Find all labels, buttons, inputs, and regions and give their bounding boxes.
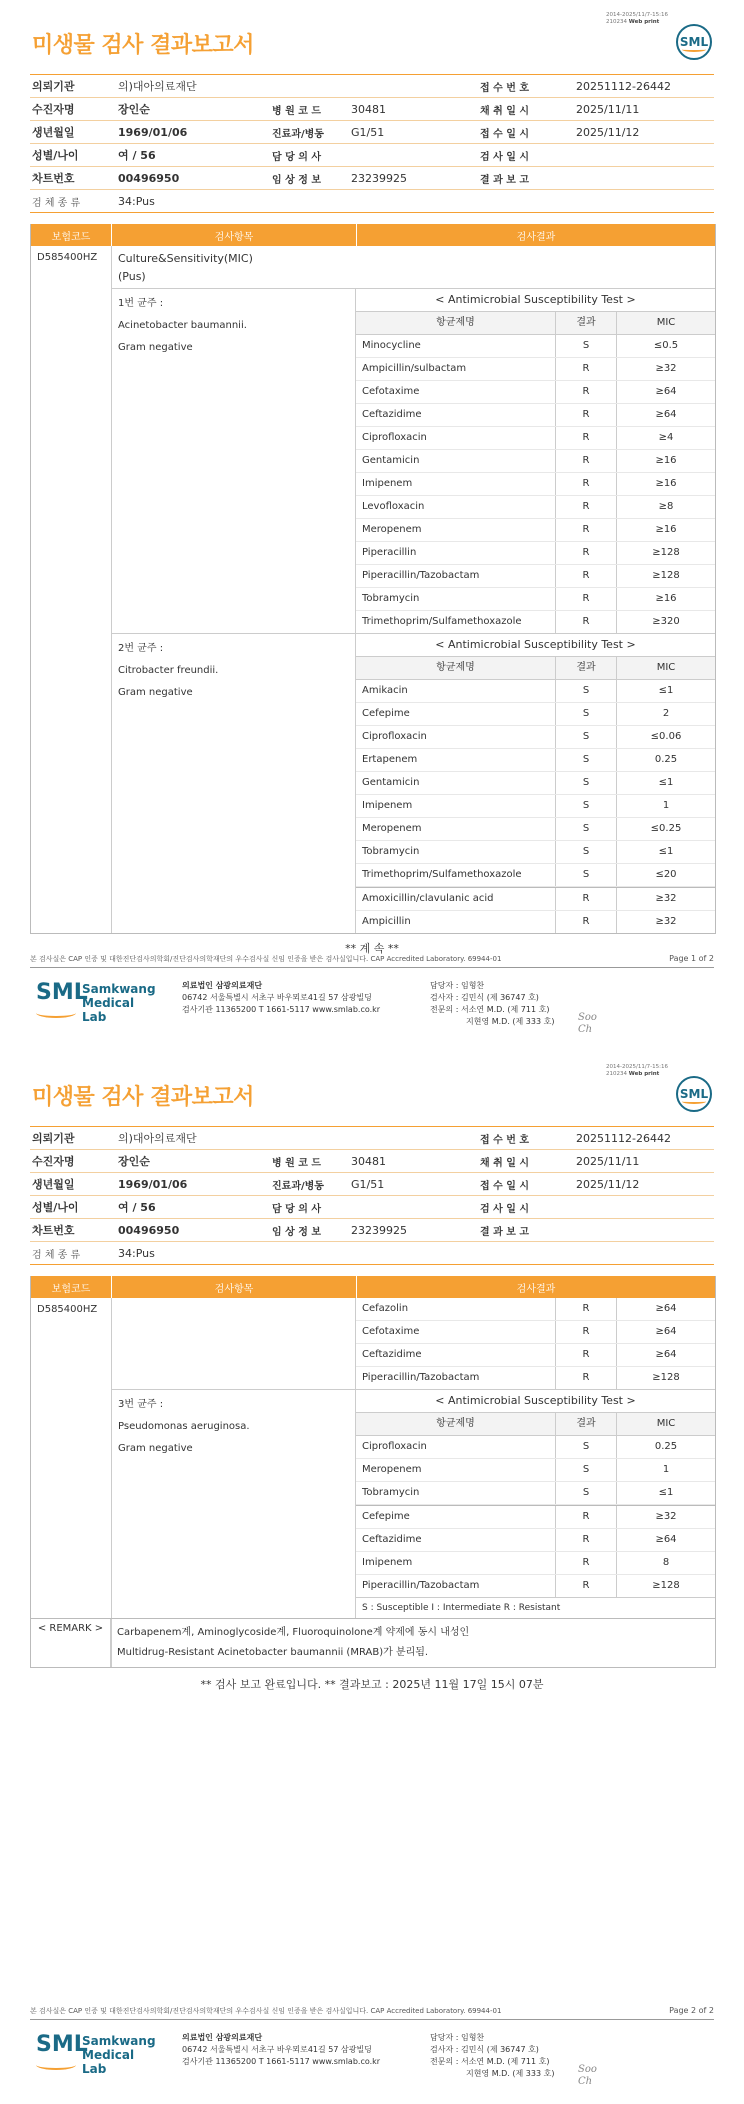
drug-row xyxy=(356,1436,715,1459)
drug-result: R xyxy=(556,565,617,587)
page-title: 미생물 검사 결과보고서 xyxy=(32,33,254,58)
drug-name: Cefazolin xyxy=(356,1298,556,1320)
info-row: 검 체 종 류 34:Pus xyxy=(30,1242,714,1265)
drug-mic: ≥64 xyxy=(655,1303,677,1314)
drug-name: Ciprofloxacin xyxy=(356,427,556,449)
drug-result: R xyxy=(556,450,617,472)
drug-row xyxy=(356,565,715,588)
drug-result: R xyxy=(556,1506,617,1528)
drug-mic: ≥128 xyxy=(652,1580,680,1591)
drug-row xyxy=(356,335,715,358)
drug-name: Tobramycin xyxy=(356,588,556,610)
drug-name: Ceftazidime xyxy=(356,404,556,426)
organism-1-info: 1번 균주 : Acinetobacter baumannii. Gram negative xyxy=(112,289,356,633)
drug-name: Gentamicin xyxy=(356,772,556,794)
drug-name: Cefepime xyxy=(356,703,556,725)
drug-mic: 8 xyxy=(662,1557,670,1568)
footer-org-info: 의료법인 삼광의료재단 06742 서울특별시 서초구 바우뫼로41길 57 삼광빌딩 검사기관 11365200 T 1661-5117 www.smlab.co.kr xyxy=(182,981,381,1014)
drug-mic: ≤0.25 xyxy=(650,823,682,834)
drug-mic: 1 xyxy=(662,1464,670,1475)
results-table xyxy=(30,224,716,934)
drug-mic: ≤1 xyxy=(658,777,674,788)
drug-result: R xyxy=(556,358,617,380)
info-row: 의뢰기관 의)대아의료재단 접 수 번 호 20251112-26442 xyxy=(30,1127,714,1150)
drug-result: R xyxy=(556,1298,617,1320)
drug-name: Trimethoprim/Sulfamethoxazole xyxy=(356,611,556,633)
signature: Soo Ch xyxy=(578,1012,597,1035)
info-row: 생년월일 1969/01/06 진료과/병동 G1/51 접 수 일 시 2025/11/12 xyxy=(30,1173,714,1196)
drug-row xyxy=(356,1552,715,1575)
drug-result: R xyxy=(556,911,617,933)
signature: Soo Ch xyxy=(578,2064,597,2087)
info-row: 차트번호 00496950 임 상 정 보 23239925 결 과 보 고 xyxy=(30,167,714,190)
drug-mic: ≥32 xyxy=(655,916,677,927)
drug-result: R xyxy=(556,519,617,541)
drug-result: S xyxy=(556,1436,617,1458)
info-row: 수진자명 장인순 병 원 코 드 30481 채 취 일 시 2025/11/11 xyxy=(30,98,714,121)
drug-name: Piperacillin xyxy=(356,542,556,564)
drug-mic: ≥32 xyxy=(655,893,677,904)
drug-row xyxy=(356,1298,715,1321)
drug-row xyxy=(356,519,715,542)
insurance-code: D585400HZ xyxy=(37,252,98,263)
drug-row xyxy=(356,1575,715,1597)
drug-row xyxy=(356,703,715,726)
footer-staff: 담당자 : 임형찬 검사자 : 김민식 (제 36747 호) 전문의 : 서소연 M.D. (제 711 호) 지현영 M.D. (제 333 호) xyxy=(430,981,555,1026)
organism-1-block xyxy=(112,288,715,633)
results-header: 보험코드 검사항목 검사결과 xyxy=(31,224,715,246)
organism-2-continued xyxy=(112,1298,715,1389)
footer-staff: 담당자 : 임형찬 검사자 : 김민식 (제 36747 호) 전문의 : 서소연 M.D. (제 711 호) 지현영 M.D. (제 333 호) xyxy=(430,2033,555,2078)
footer-accreditation: 본 검사실은 CAP 인증 및 대한진단검사의학회/진단검사의학재단의 우수검사실 신임 인증을 받은 검사실입니다. CAP Accredited Laboratory. 69944-01 Page 2 of 2 xyxy=(30,2006,714,2020)
info-row: 차트번호 00496950 임 상 정 보 23239925 결 과 보 고 xyxy=(30,1219,714,1242)
info-row: 성별/나이 여 / 56 담 당 의 사 검 사 일 시 xyxy=(30,1196,714,1219)
drug-row xyxy=(356,772,715,795)
drug-name: Ceftazidime xyxy=(356,1529,556,1551)
remark-row xyxy=(31,1618,715,1667)
info-row: 검 체 종 류 34:Pus xyxy=(30,190,714,213)
ast-header: 항균제명 결과 MIC xyxy=(356,657,715,680)
drug-row xyxy=(356,1367,715,1389)
drug-row xyxy=(356,1505,715,1529)
drug-name: Cefotaxime xyxy=(356,1321,556,1343)
continued-note: ** 계 속 ** xyxy=(345,942,399,955)
drug-name: Piperacillin/Tazobactam xyxy=(356,1367,556,1389)
page-title: 미생물 검사 결과보고서 xyxy=(32,1085,254,1110)
drug-name: Imipenem xyxy=(356,795,556,817)
drug-name: Meropenem xyxy=(356,519,556,541)
drug-mic: ≥4 xyxy=(658,432,674,443)
sml-logo: SML xyxy=(676,24,712,60)
drug-name: Ampicillin xyxy=(356,911,556,933)
drug-result: S xyxy=(556,795,617,817)
drug-result: R xyxy=(556,888,617,910)
drug-mic: ≥8 xyxy=(658,501,674,512)
drug-result: R xyxy=(556,542,617,564)
drug-mic: ≥320 xyxy=(652,616,680,627)
drug-name: Tobramycin xyxy=(356,841,556,863)
drug-mic: 2 xyxy=(662,708,670,719)
organism-2-info: 2번 균주 : Citrobacter freundii. Gram negative xyxy=(112,634,356,933)
drug-mic: ≥16 xyxy=(655,455,677,466)
drug-mic: ≥64 xyxy=(655,386,677,397)
footer-org-info: 의료법인 삼광의료재단 06742 서울특별시 서초구 바우뫼로41길 57 삼광빌딩 검사기관 11365200 T 1661-5117 www.smlab.co.kr xyxy=(182,2033,381,2066)
footer-logo: SML Samkwang Medical Lab xyxy=(36,2032,156,2076)
drug-mic: ≥32 xyxy=(655,363,677,374)
print-meta: 2014-2025/11/7-15:16 210234 Web print xyxy=(606,1064,669,1077)
drug-result: S xyxy=(556,1459,617,1481)
drug-row xyxy=(356,473,715,496)
drug-name: Cefotaxime xyxy=(356,381,556,403)
drug-mic: ≥128 xyxy=(652,547,680,558)
drug-name: Trimethoprim/Sulfamethoxazole xyxy=(356,864,556,886)
drug-mic: ≥64 xyxy=(655,1534,677,1545)
print-meta: 2014-2025/11/7-15:16 210234 Web print xyxy=(606,12,669,25)
drug-result: R xyxy=(556,1367,617,1389)
drug-mic: ≥16 xyxy=(655,593,677,604)
drug-row xyxy=(356,1529,715,1552)
drug-name: Ciprofloxacin xyxy=(356,1436,556,1458)
ast-header: 항균제명 결과 MIC xyxy=(356,312,715,335)
drug-result: S xyxy=(556,335,617,357)
page-number: Page 2 of 2 xyxy=(669,2006,714,2015)
drug-row xyxy=(356,1321,715,1344)
sml-logo: SML xyxy=(676,1076,712,1112)
drug-row xyxy=(356,887,715,911)
drug-row xyxy=(356,381,715,404)
drug-name: Minocycline xyxy=(356,335,556,357)
drug-row xyxy=(356,1482,715,1505)
drug-mic: ≥128 xyxy=(652,1372,680,1383)
drug-mic: 1 xyxy=(662,800,670,811)
report-complete-note: ** 검사 보고 완료입니다. ** 결과보고 : 2025년 11월 17일 15시 07분 xyxy=(200,1678,544,1691)
drug-result: S xyxy=(556,864,617,886)
drug-name: Amikacin xyxy=(356,680,556,702)
drug-result: R xyxy=(556,1552,617,1574)
drug-row xyxy=(356,1459,715,1482)
drug-row xyxy=(356,818,715,841)
drug-row xyxy=(356,427,715,450)
drug-result: S xyxy=(556,680,617,702)
drug-result: R xyxy=(556,611,617,633)
drug-row xyxy=(356,542,715,565)
drug-mic: ≤1 xyxy=(658,1487,674,1498)
insurance-code: D585400HZ xyxy=(37,1304,98,1315)
drug-name: Imipenem xyxy=(356,473,556,495)
drug-result: R xyxy=(556,588,617,610)
drug-result: R xyxy=(556,381,617,403)
drug-mic: ≥16 xyxy=(655,478,677,489)
footer-accreditation: 본 검사실은 CAP 인증 및 대한진단검사의학회/진단검사의학재단의 우수검사실 신임 인증을 받은 검사실입니다. CAP Accredited Laboratory. 69944-01 Page 1 of 2 xyxy=(30,954,714,968)
footer-logo: SML Samkwang Medical Lab xyxy=(36,980,156,1024)
page-number: Page 1 of 2 xyxy=(669,954,714,963)
drug-result: S xyxy=(556,1482,617,1504)
patient-info-table xyxy=(30,1126,714,1265)
ast-title: < Antimicrobial Susceptibility Test > xyxy=(356,1390,715,1413)
drug-mic: ≤1 xyxy=(658,846,674,857)
drug-row xyxy=(356,588,715,611)
drug-result: R xyxy=(556,1575,617,1597)
organism-3-info: 3번 균주 : Pseudomonas aeruginosa. Gram negative xyxy=(112,1390,356,1618)
drug-row xyxy=(356,795,715,818)
drug-row xyxy=(356,726,715,749)
ast-title: < Antimicrobial Susceptibility Test > xyxy=(356,634,715,657)
drug-result: R xyxy=(556,404,617,426)
drug-result: S xyxy=(556,818,617,840)
remark-text: Carbapenem계, Aminoglycoside계, Fluoroquinolone계 약제에 동시 내성인 Multidrug-Resistant Acinetobacter baumannii (MRAB)가 분리됨. xyxy=(117,1627,470,1658)
drug-row xyxy=(356,841,715,864)
info-row: 생년월일 1969/01/06 진료과/병동 G1/51 접 수 일 시 2025/11/12 xyxy=(30,121,714,144)
drug-mic: ≥32 xyxy=(655,1511,677,1522)
drug-result: S xyxy=(556,703,617,725)
drug-name: Ertapenem xyxy=(356,749,556,771)
drug-result: R xyxy=(556,1529,617,1551)
ast-header: 항균제명 결과 MIC xyxy=(356,1413,715,1436)
drug-mic: ≤0.06 xyxy=(650,731,682,742)
drug-mic: ≤20 xyxy=(655,869,677,880)
drug-name: Ampicillin/sulbactam xyxy=(356,358,556,380)
drug-name: Imipenem xyxy=(356,1552,556,1574)
results-header: 보험코드 검사항목 검사결과 xyxy=(31,1276,715,1298)
drug-row xyxy=(356,1344,715,1367)
organism-3-block xyxy=(112,1389,715,1618)
results-body xyxy=(111,246,715,933)
drug-row xyxy=(356,496,715,519)
drug-name: Ceftazidime xyxy=(356,1344,556,1366)
info-row: 의뢰기관 의)대아의료재단 접 수 번 호 20251112-26442 xyxy=(30,75,714,98)
drug-row xyxy=(356,749,715,772)
drug-name: Amoxicillin/clavulanic acid xyxy=(356,888,556,910)
drug-name: Levofloxacin xyxy=(356,496,556,518)
drug-result: R xyxy=(556,473,617,495)
drug-result: S xyxy=(556,726,617,748)
drug-name: Gentamicin xyxy=(356,450,556,472)
report-page-2 xyxy=(0,1052,744,2104)
drug-result: S xyxy=(556,772,617,794)
test-name: Culture&Sensitivity(MIC) xyxy=(118,252,253,265)
drug-row xyxy=(356,911,715,933)
patient-info-table xyxy=(30,74,714,213)
info-row: 성별/나이 여 / 56 담 당 의 사 검 사 일 시 xyxy=(30,144,714,167)
drug-name: Ciprofloxacin xyxy=(356,726,556,748)
drug-row xyxy=(356,864,715,887)
drug-mic: 0.25 xyxy=(654,1441,678,1452)
results-table xyxy=(30,1276,716,1668)
organism-2-block xyxy=(112,633,715,933)
remark-label: < REMARK > xyxy=(31,1619,111,1667)
drug-row xyxy=(356,680,715,703)
drug-row xyxy=(356,450,715,473)
drug-name: Meropenem xyxy=(356,818,556,840)
drug-name: Piperacillin/Tazobactam xyxy=(356,565,556,587)
test-specimen: (Pus) xyxy=(118,270,146,283)
info-row: 수진자명 장인순 병 원 코 드 30481 채 취 일 시 2025/11/11 xyxy=(30,1150,714,1173)
drug-name: Meropenem xyxy=(356,1459,556,1481)
drug-mic: ≥128 xyxy=(652,570,680,581)
drug-mic: 0.25 xyxy=(654,754,678,765)
drug-mic: ≥64 xyxy=(655,1326,677,1337)
drug-mic: ≥64 xyxy=(655,1349,677,1360)
drug-row xyxy=(356,611,715,633)
drug-row xyxy=(356,358,715,381)
drug-result: S xyxy=(556,841,617,863)
drug-result: R xyxy=(556,1321,617,1343)
ast-title: < Antimicrobial Susceptibility Test > xyxy=(356,289,715,312)
drug-name: Cefepime xyxy=(356,1506,556,1528)
drug-name: Piperacillin/Tazobactam xyxy=(356,1575,556,1597)
drug-result: S xyxy=(556,749,617,771)
drug-mic: ≤1 xyxy=(658,685,674,696)
drug-result: R xyxy=(556,1344,617,1366)
drug-mic: ≥64 xyxy=(655,409,677,420)
drug-row xyxy=(356,404,715,427)
drug-mic: ≤0.5 xyxy=(653,340,679,351)
drug-mic: ≥16 xyxy=(655,524,677,535)
ast-legend: S : Susceptible I : Intermediate R : Resistant xyxy=(356,1597,715,1618)
drug-result: R xyxy=(556,496,617,518)
drug-result: R xyxy=(556,427,617,449)
drug-name: Tobramycin xyxy=(356,1482,556,1504)
